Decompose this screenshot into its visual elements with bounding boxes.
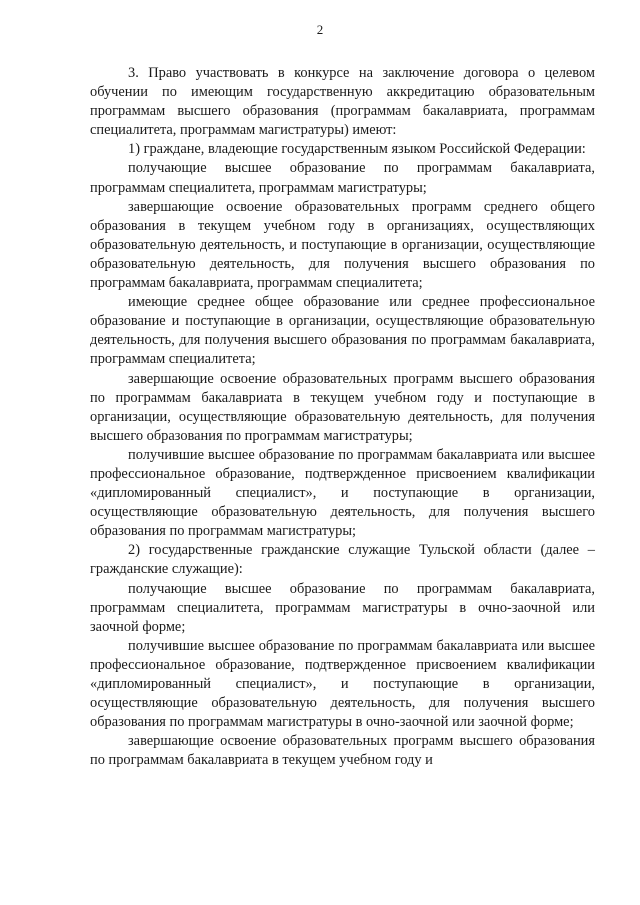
paragraph: получающие высшее образование по программам бакалавриата, программам специалитета, программам магистратуры в очно-заочной или заочной форме; — [90, 580, 595, 635]
paragraph: получившие высшее образование по программам бакалавриата или высшее профессиональное образование, подтвержденное присвоением квалификации «дипломированный специалист», и поступающие в организации, осуществляющие образовательную деятельность, для получения высшего образования по программам магистратуры; — [90, 446, 595, 540]
paragraph: 1) граждане, владеющие государственным языком Российской Федерации: — [128, 141, 586, 158]
paragraph: 3. Право участвовать в конкурсе на заключение договора о целевом обучении по имеющим государственную аккредитацию образовательным программам высшего образования (программам бакалавриата, программам специалитета, программам магистратуры) имеют: — [90, 65, 595, 139]
paragraph: завершающие освоение образовательных программ высшего образования по программам бакалавриата в текущем учебном году и поступающие в организации, осуществляющие образовательную деятельность, для получения высшего образования по программам магистратуры; — [90, 370, 595, 444]
paragraph: получающие высшее образование по программам бакалавриата, программам специалитета, программам магистратуры; — [90, 160, 595, 196]
document-body — [90, 64, 595, 770]
paragraph: получившие высшее образование по программам бакалавриата или высшее профессиональное образование, подтвержденное присвоением квалификации «дипломированный специалист», и поступающие в организации, осуществляющие образовательную деятельность, для получения высшего образования по программам магистратуры в очно-заочной или заочной форме; — [90, 637, 595, 731]
paragraph: завершающие освоение образовательных программ высшего образования по программам бакалавриата в текущем учебном году и — [90, 733, 595, 769]
paragraph: завершающие освоение образовательных программ среднего общего образования в текущем учебном году в организациях, осуществляющих образовательную деятельность, и поступающие в организации, осуществляющие образовательную деятельность, для получения высшего образования по программам бакалавриата, программам специалитета; — [90, 198, 595, 292]
paragraph: имеющие среднее общее образование или среднее профессиональное образование и поступающие в организации, осуществляющие образовательную деятельность, для получения высшего образования по программам бакалавриата, программам специалитета; — [90, 294, 595, 368]
paragraph: 2) государственные гражданские служащие Тульской области (далее – гражданские служащие): — [90, 542, 595, 578]
page-number: 2 — [316, 22, 324, 37]
